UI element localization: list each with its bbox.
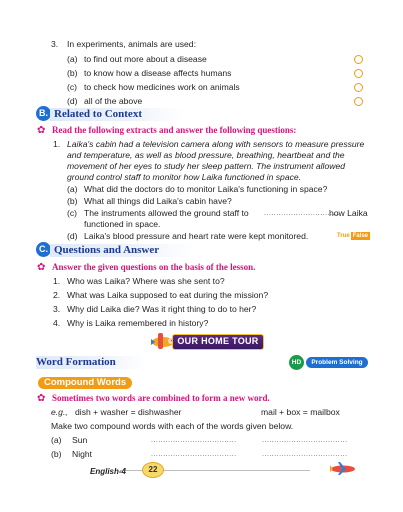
- q3-option-b-label: (b): [67, 68, 78, 78]
- item-b-blank-1[interactable]: ...................................: [151, 451, 237, 458]
- section-b-title: Related to Context: [50, 108, 184, 121]
- question-c-label: (c): [67, 208, 78, 218]
- example-2: mail + box = mailbox: [261, 407, 340, 417]
- section-b-badge: B.: [36, 106, 51, 121]
- question-c-blank[interactable]: ...............................: [264, 210, 340, 217]
- section-c-title: Questions and Answer: [50, 244, 194, 257]
- q3-option-c-label: (c): [67, 82, 78, 92]
- q3-option-c-text: to check how medicines work on animals: [84, 82, 240, 92]
- qa-number-4: 4.: [53, 318, 61, 328]
- qa-number-3: 3.: [53, 304, 61, 314]
- extract-number: 1.: [53, 139, 61, 149]
- our-home-tour-banner: OUR HOME TOUR: [172, 334, 264, 350]
- answer-circle-b[interactable]: [354, 69, 363, 78]
- qa-number-1: 1.: [53, 276, 61, 286]
- flower-bullet-icon: ✿: [37, 393, 46, 404]
- true-label[interactable]: True: [337, 233, 350, 239]
- section-c-instruction: Answer the given questions on the basis of the lesson.: [52, 262, 256, 272]
- question-c-tail: how Laika: [329, 208, 368, 218]
- footer-book-title: English-4: [90, 467, 127, 476]
- extract-line-2: and temperature, as well as blood pressure, breathing, heartbeat and the: [67, 150, 345, 160]
- item-a-blank-2[interactable]: ...................................: [262, 437, 348, 444]
- question-b-text: What all things did Laika's cabin have?: [84, 196, 232, 206]
- compound-instruction: Sometimes two words are combined to form a new word.: [52, 393, 270, 403]
- section-b-instruction: Read the following extracts and answer the following questions:: [52, 125, 297, 135]
- q3-option-a-text: to find out more about a disease: [84, 54, 207, 64]
- item-a-blank-1[interactable]: ...................................: [151, 437, 237, 444]
- question-d-text: Laika's blood pressure and heart rate were kept monitored.: [84, 231, 309, 241]
- question-d-label: (d): [67, 231, 78, 241]
- answer-circle-d[interactable]: [354, 97, 363, 106]
- q3-option-b-text: to know how a disease affects humans: [84, 68, 232, 78]
- item-b-word: Night: [72, 449, 93, 459]
- word-formation-title: Word Formation: [36, 356, 146, 369]
- flower-bullet-icon: ✿: [37, 262, 46, 273]
- question-c-text: The instruments allowed the ground staff to: [84, 208, 249, 218]
- compound-task: Make two compound words with each of the words given below.: [51, 421, 294, 431]
- footer-airplane-icon: [327, 460, 359, 476]
- false-label[interactable]: False: [352, 233, 369, 239]
- answer-circle-c[interactable]: [354, 83, 363, 92]
- problem-solving-tag: Problem Solving: [306, 357, 368, 368]
- item-b-blank-2[interactable]: ...................................: [262, 451, 348, 458]
- q3-option-a-label: (a): [67, 54, 78, 64]
- qa-text-1: Who was Laika? Where was she sent to?: [67, 276, 225, 286]
- true-false-tag[interactable]: [336, 232, 370, 240]
- item-a-word: Sun: [72, 435, 88, 445]
- extract-line-4: ground control staff to monitor how Laika functioned in space.: [67, 172, 302, 182]
- section-c-badge: C.: [36, 242, 51, 257]
- item-a-label: (a): [51, 435, 62, 445]
- eg-label: e.g.,: [51, 407, 68, 417]
- flower-bullet-icon: ✿: [37, 125, 46, 136]
- q3-stem: In experiments, animals are used:: [67, 39, 196, 49]
- qa-text-3: Why did Laika die? Was it right thing to do to her?: [67, 304, 257, 314]
- question-c-line2: functioned in space.: [84, 219, 161, 229]
- qa-text-4: Why is Laika remembered in history?: [67, 318, 209, 328]
- compound-words-heading: Compound Words: [38, 377, 132, 389]
- item-b-label: (b): [51, 449, 62, 459]
- question-a-label: (a): [67, 184, 78, 194]
- qa-number-2: 2.: [53, 290, 61, 300]
- qa-text-2: What was Laika supposed to eat during the mission?: [67, 290, 269, 300]
- q3-number: 3.: [51, 39, 59, 49]
- q3-option-d-text: all of the above: [84, 96, 143, 106]
- extract-line-1: Laika's cabin had a television camera along with sensors to measure pressure: [67, 139, 365, 149]
- answer-circle-a[interactable]: [354, 55, 363, 64]
- hd-badge: HD: [289, 355, 304, 370]
- page-number: 22: [142, 462, 164, 478]
- question-a-text: What did the doctors do to monitor Laika's functioning in space?: [84, 184, 328, 194]
- extract-line-3: movement of her eyes to study her sleep pattern. The instrument allowed: [67, 161, 346, 171]
- q3-option-d-label: (d): [67, 96, 78, 106]
- example-1: dish + washer = dishwasher: [75, 407, 182, 417]
- question-b-label: (b): [67, 196, 78, 206]
